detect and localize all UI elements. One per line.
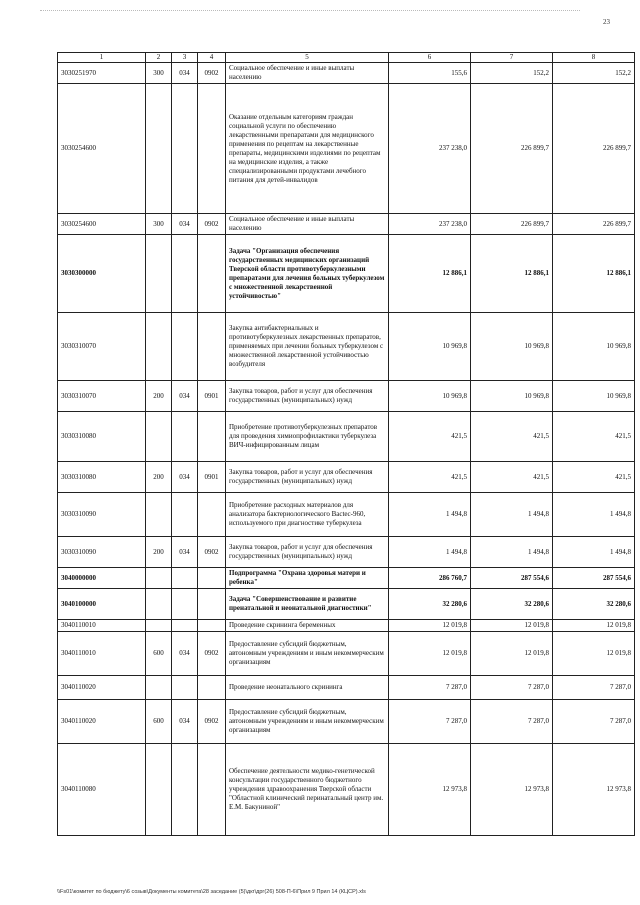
cell-c (198, 84, 226, 214)
cell-v2: 10 969,8 (471, 313, 553, 381)
table-row (58, 700, 635, 744)
cell-v3: 287 554,6 (553, 568, 635, 589)
cell-v1: 421,5 (389, 412, 471, 462)
column-header-8: 8 (553, 53, 635, 63)
cell-desc: Социальное обеспечение и иные выплаты населению (226, 214, 389, 235)
cell-v3: 1 494,8 (553, 537, 635, 568)
cell-a: 300 (146, 214, 172, 235)
cell-v3: 421,5 (553, 412, 635, 462)
cell-desc: Предоставление субсидий бюджетным, автономным учреждениям и иным некоммерческим организациям (226, 700, 389, 744)
cell-b: 034 (172, 700, 198, 744)
table-row (58, 632, 635, 676)
column-header-1: 1 (58, 53, 146, 63)
table-row (58, 589, 635, 620)
cell-a (146, 589, 172, 620)
cell-desc: Закупка товаров, работ и услуг для обеспечения государственных (муниципальных) нужд (226, 537, 389, 568)
table-row (58, 744, 635, 836)
cell-code: 3030310070 (58, 313, 146, 381)
cell-c (198, 493, 226, 537)
column-header-7: 7 (471, 53, 553, 63)
cell-a (146, 676, 172, 700)
cell-v2: 226 899,7 (471, 84, 553, 214)
cell-desc: Предоставление субсидий бюджетным, автономным учреждениям и иным некоммерческим организациям (226, 632, 389, 676)
cell-desc: Подпрограмма "Охрана здоровья матери и ребенка" (226, 568, 389, 589)
table-row (58, 313, 635, 381)
cell-desc: Приобретение расходных материалов для анализатора бактериологического Bactec-960, используемого при диагностике туберкулеза (226, 493, 389, 537)
cell-v3: 12 886,1 (553, 235, 635, 313)
cell-code: 3030251970 (58, 63, 146, 84)
cell-desc: Социальное обеспечение и иные выплаты населению (226, 63, 389, 84)
cell-v1: 7 287,0 (389, 700, 471, 744)
cell-v1: 12 019,8 (389, 632, 471, 676)
cell-v3: 1 494,8 (553, 493, 635, 537)
cell-b (172, 412, 198, 462)
cell-b (172, 620, 198, 632)
cell-code: 3040000000 (58, 568, 146, 589)
cell-v1: 7 287,0 (389, 676, 471, 700)
cell-code: 3040110010 (58, 620, 146, 632)
cell-v1: 155,6 (389, 63, 471, 84)
cell-v1: 1 494,8 (389, 537, 471, 568)
cell-c (198, 412, 226, 462)
cell-v2: 12 019,8 (471, 632, 553, 676)
table-row (58, 84, 635, 214)
cell-b: 034 (172, 632, 198, 676)
column-header-5: 5 (226, 53, 389, 63)
cell-v1: 237 238,0 (389, 214, 471, 235)
cell-c (198, 744, 226, 836)
cell-a (146, 412, 172, 462)
cell-b: 034 (172, 462, 198, 493)
cell-a: 300 (146, 63, 172, 84)
cell-c (198, 620, 226, 632)
cell-b (172, 568, 198, 589)
cell-code: 3030310090 (58, 493, 146, 537)
cell-v2: 7 287,0 (471, 676, 553, 700)
table-row (58, 412, 635, 462)
file-path-footer: \\Fs01\комитет по бюджету\6 созыв\Документы комитета\28 заседание (5)\дкг\дрг(26) 508-П-6\Прил 9 Прил 14 (КЦСР).xls (57, 889, 366, 895)
cell-v2: 12 019,8 (471, 620, 553, 632)
table-row (58, 381, 635, 412)
cell-v2: 421,5 (471, 462, 553, 493)
cell-a (146, 568, 172, 589)
cell-a: 200 (146, 537, 172, 568)
cell-b (172, 744, 198, 836)
cell-b: 034 (172, 63, 198, 84)
cell-desc: Приобретение противотуберкулезных препаратов для проведения химиопрофилактики туберкулеза ВИЧ-инфицированным лицам (226, 412, 389, 462)
cell-b (172, 84, 198, 214)
cell-v1: 12 019,8 (389, 620, 471, 632)
cell-v1: 12 886,1 (389, 235, 471, 313)
table-row (58, 63, 635, 84)
cell-desc: Проведение скрининга беременных (226, 620, 389, 632)
cell-code: 3040110080 (58, 744, 146, 836)
cell-a (146, 620, 172, 632)
cell-c: 0902 (198, 214, 226, 235)
cell-v2: 226 899,7 (471, 214, 553, 235)
table-row (58, 620, 635, 632)
cell-v3: 32 280,6 (553, 589, 635, 620)
cell-c: 0902 (198, 537, 226, 568)
cell-c: 0901 (198, 381, 226, 412)
column-header-2: 2 (146, 53, 172, 63)
cell-a (146, 744, 172, 836)
cell-v2: 10 969,8 (471, 381, 553, 412)
cell-code: 3030310080 (58, 462, 146, 493)
cell-v2: 421,5 (471, 412, 553, 462)
cell-a (146, 493, 172, 537)
cell-b (172, 235, 198, 313)
column-header-3: 3 (172, 53, 198, 63)
cell-desc: Обеспечение деятельности медико-генетической консультации государственного бюджетного учреждения здравоохранения Тверской области "Областной клинический перинатальный центр им. Е.М. Бакуниной" (226, 744, 389, 836)
cell-v2: 287 554,6 (471, 568, 553, 589)
cell-v3: 421,5 (553, 462, 635, 493)
cell-c (198, 568, 226, 589)
cell-v2: 1 494,8 (471, 537, 553, 568)
cell-c: 0901 (198, 462, 226, 493)
cell-a (146, 313, 172, 381)
cell-b (172, 493, 198, 537)
cell-v2: 32 280,6 (471, 589, 553, 620)
cell-v1: 12 973,8 (389, 744, 471, 836)
cell-v3: 10 969,8 (553, 381, 635, 412)
cell-code: 3030310090 (58, 537, 146, 568)
cell-b: 034 (172, 214, 198, 235)
cell-v2: 152,2 (471, 63, 553, 84)
cell-desc: Проведение неонатального скрининга (226, 676, 389, 700)
header-row (58, 53, 635, 63)
cell-a: 200 (146, 381, 172, 412)
table-row (58, 214, 635, 235)
cell-b: 034 (172, 381, 198, 412)
table-row (58, 235, 635, 313)
cell-v2: 1 494,8 (471, 493, 553, 537)
cell-v1: 10 969,8 (389, 313, 471, 381)
cell-code: 3040110020 (58, 676, 146, 700)
cell-desc: Задача "Совершенствование и развитие пренатальной и неонатальной диагностики" (226, 589, 389, 620)
column-header-6: 6 (389, 53, 471, 63)
cell-b: 034 (172, 537, 198, 568)
cell-v2: 12 886,1 (471, 235, 553, 313)
cell-desc: Закупка товаров, работ и услуг для обеспечения государственных (муниципальных) нужд (226, 462, 389, 493)
cell-c: 0902 (198, 632, 226, 676)
cell-c: 0902 (198, 700, 226, 744)
cell-v3: 12 973,8 (553, 744, 635, 836)
cell-v3: 12 019,8 (553, 620, 635, 632)
cell-v1: 237 238,0 (389, 84, 471, 214)
cell-desc: Оказание отдельным категориям граждан социальной услуги по обеспечению лекарственными препаратами для медицинского применения по рецептам на лекарственные препараты, медицинскими изделиями по рецептам на медицинские изделия, а также специализированными продуктами лечебного питания для детей-инвалидов (226, 84, 389, 214)
cell-code: 3030310070 (58, 381, 146, 412)
cell-code: 3040100000 (58, 589, 146, 620)
cell-a (146, 84, 172, 214)
cell-c (198, 676, 226, 700)
cell-v3: 226 899,7 (553, 214, 635, 235)
cell-code: 3030300000 (58, 235, 146, 313)
cell-a: 600 (146, 632, 172, 676)
cell-desc: Закупка антибактериальных и противотуберкулезных лекарственных препаратов, применяемых при лечении больных туберкулезом с множественной лекарственной устойчивостью возбудителя (226, 313, 389, 381)
cell-code: 3030254600 (58, 214, 146, 235)
cell-v1: 1 494,8 (389, 493, 471, 537)
cell-v3: 226 899,7 (553, 84, 635, 214)
table-row (58, 493, 635, 537)
cell-v1: 10 969,8 (389, 381, 471, 412)
cell-code: 3040110010 (58, 632, 146, 676)
page-number: 23 (603, 18, 610, 26)
cell-v3: 7 287,0 (553, 700, 635, 744)
cell-v2: 12 973,8 (471, 744, 553, 836)
cell-b (172, 313, 198, 381)
scan-artifact-line (40, 10, 580, 12)
table-row (58, 568, 635, 589)
cell-v3: 12 019,8 (553, 632, 635, 676)
cell-desc: Задача "Организация обеспечения государственных медицинских организаций Тверской области противотуберкулезными препаратами для лечения больных туберкулезом с множественной лекарственной устойчивостью" (226, 235, 389, 313)
table-row (58, 676, 635, 700)
cell-v3: 7 287,0 (553, 676, 635, 700)
cell-b (172, 589, 198, 620)
cell-v1: 421,5 (389, 462, 471, 493)
cell-code: 3030254600 (58, 84, 146, 214)
cell-v2: 7 287,0 (471, 700, 553, 744)
cell-v3: 152,2 (553, 63, 635, 84)
cell-v3: 10 969,8 (553, 313, 635, 381)
cell-b (172, 676, 198, 700)
cell-desc: Закупка товаров, работ и услуг для обеспечения государственных (муниципальных) нужд (226, 381, 389, 412)
cell-a: 600 (146, 700, 172, 744)
cell-c: 0902 (198, 63, 226, 84)
cell-code: 3030310080 (58, 412, 146, 462)
cell-c (198, 589, 226, 620)
cell-code: 3040110020 (58, 700, 146, 744)
budget-table (57, 52, 635, 836)
cell-v1: 286 760,7 (389, 568, 471, 589)
cell-c (198, 235, 226, 313)
cell-a (146, 235, 172, 313)
table-row (58, 462, 635, 493)
column-header-4: 4 (198, 53, 226, 63)
cell-c (198, 313, 226, 381)
table-row (58, 537, 635, 568)
cell-a: 200 (146, 462, 172, 493)
cell-v1: 32 280,6 (389, 589, 471, 620)
